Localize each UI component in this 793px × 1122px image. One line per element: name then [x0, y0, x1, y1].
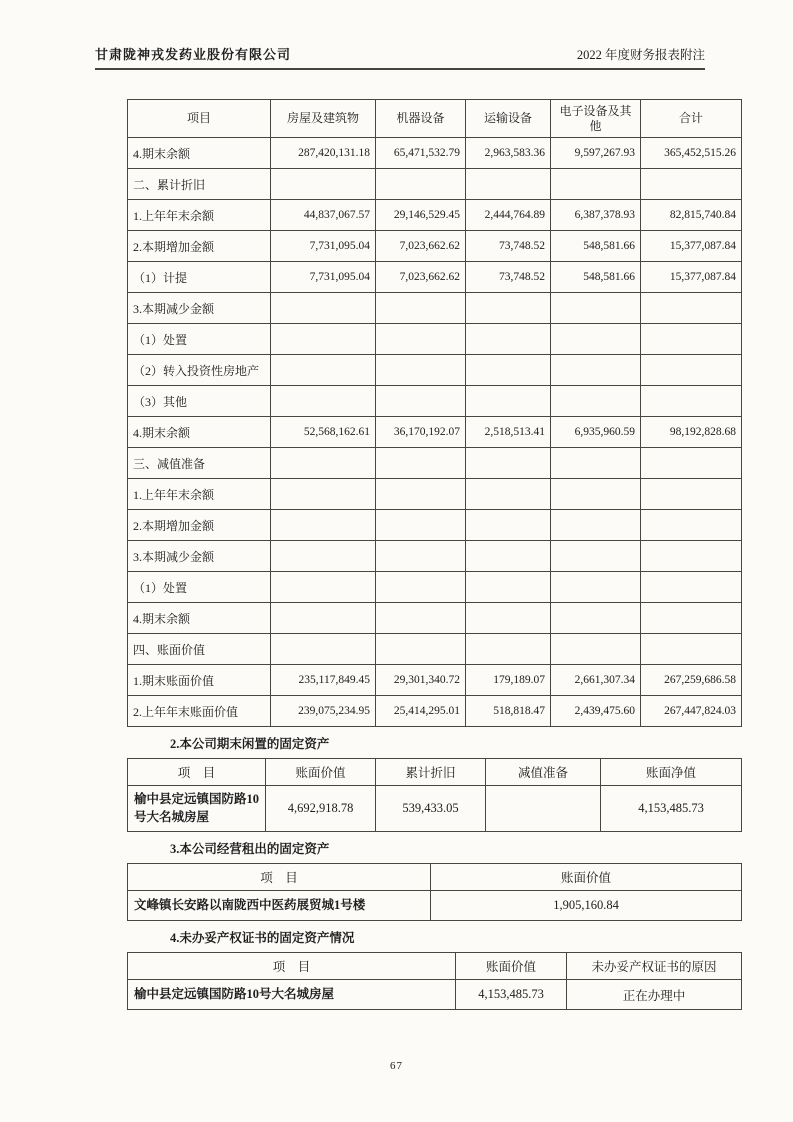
- amount-cell: 179,189.07: [466, 665, 551, 696]
- column-header-impairment: 减值准备: [486, 759, 601, 786]
- amount-cell: [466, 479, 551, 510]
- amount-cell: [271, 572, 376, 603]
- report-title: 2022 年度财务报表附注: [576, 48, 705, 62]
- amount-cell: 7,731,095.04: [271, 231, 376, 262]
- column-header-buildings: 房屋及建筑物: [271, 100, 376, 138]
- asset-item: 榆中县定远镇国防路10号大名城房屋: [128, 980, 456, 1010]
- table-row: [128, 980, 742, 1010]
- table-row: [128, 138, 742, 169]
- amount-cell: 518,818.47: [466, 696, 551, 727]
- table-row: [128, 262, 742, 293]
- row-label: （1）处置: [128, 324, 271, 355]
- row-label: 四、账面价值: [128, 634, 271, 665]
- amount-cell: [641, 541, 742, 572]
- amount-cell: [271, 293, 376, 324]
- amount-cell: 365,452,515.26: [641, 138, 742, 169]
- amount-cell: 2,661,307.34: [551, 665, 641, 696]
- amount-cell: 52,568,162.61: [271, 417, 376, 448]
- header-row: [128, 953, 742, 980]
- table-row: [128, 665, 742, 696]
- column-header-book-value: 账面价值: [456, 953, 567, 980]
- amount-cell: [376, 448, 466, 479]
- amount-cell: 82,815,740.84: [641, 200, 742, 231]
- amount-cell: [551, 572, 641, 603]
- amount-cell: 548,581.66: [551, 262, 641, 293]
- amount-cell: [466, 572, 551, 603]
- column-header-total: 合计: [641, 100, 742, 138]
- amount-cell: 25,414,295.01: [376, 696, 466, 727]
- table-row: [128, 231, 742, 262]
- row-label: 2.本期增加金额: [128, 510, 271, 541]
- column-header-net-value: 账面净值: [601, 759, 742, 786]
- amount-cell: 287,420,131.18: [271, 138, 376, 169]
- amount-cell: [466, 634, 551, 665]
- amount-cell: [376, 293, 466, 324]
- amount-cell: 267,259,686.58: [641, 665, 742, 696]
- column-header-electronics: 电子设备及其他: [551, 100, 641, 138]
- table-row: [128, 169, 742, 200]
- amount-cell: [641, 324, 742, 355]
- table-row: [128, 510, 742, 541]
- row-label: 4.期末余额: [128, 603, 271, 634]
- row-label: （2）转入投资性房地产: [128, 355, 271, 386]
- amount-cell: [641, 479, 742, 510]
- amount-cell: [551, 479, 641, 510]
- table-row: [128, 479, 742, 510]
- column-header-item: 项目: [128, 100, 271, 138]
- amount-cell: [551, 169, 641, 200]
- page-number: 67: [390, 1060, 403, 1072]
- leased-out-assets-table: [127, 863, 742, 921]
- amount-cell: [271, 355, 376, 386]
- table-row: [128, 417, 742, 448]
- amount-cell: 7,023,662.62: [376, 262, 466, 293]
- amount-cell: [486, 786, 601, 832]
- amount-cell: [466, 386, 551, 417]
- amount-cell: 4,692,918.78: [266, 786, 376, 832]
- asset-item: 文峰镇长安路以南陇西中医药展贸城1号楼: [128, 891, 431, 921]
- column-header-book-value: 账面价值: [266, 759, 376, 786]
- section-heading-no-certificate: 4.未办妥产权证书的固定资产情况: [170, 931, 355, 945]
- amount-cell: 2,444,764.89: [466, 200, 551, 231]
- amount-cell: 44,837,067.57: [271, 200, 376, 231]
- amount-cell: [551, 324, 641, 355]
- row-label: （1）计提: [128, 262, 271, 293]
- amount-cell: [376, 541, 466, 572]
- amount-cell: [271, 169, 376, 200]
- amount-cell: 2,518,513.41: [466, 417, 551, 448]
- amount-cell: [551, 293, 641, 324]
- amount-cell: 235,117,849.45: [271, 665, 376, 696]
- table-row: [128, 786, 742, 832]
- amount-cell: [641, 293, 742, 324]
- row-label: （1）处置: [128, 572, 271, 603]
- amount-cell: 9,597,267.93: [551, 138, 641, 169]
- row-label: （3）其他: [128, 386, 271, 417]
- amount-cell: [271, 603, 376, 634]
- amount-cell: 6,387,378.93: [551, 200, 641, 231]
- amount-cell: [376, 634, 466, 665]
- no-certificate-assets-table: [127, 952, 742, 1010]
- amount-cell: [641, 603, 742, 634]
- table-row: [128, 634, 742, 665]
- amount-cell: 98,192,828.68: [641, 417, 742, 448]
- amount-cell: [466, 541, 551, 572]
- amount-cell: [551, 510, 641, 541]
- amount-cell: [551, 603, 641, 634]
- amount-cell: [641, 386, 742, 417]
- row-label: 4.期末余额: [128, 417, 271, 448]
- amount-cell: [641, 355, 742, 386]
- amount-cell: 15,377,087.84: [641, 231, 742, 262]
- amount-cell: 4,153,485.73: [456, 980, 567, 1010]
- amount-cell: [376, 386, 466, 417]
- reason-cell: 正在办理中: [567, 980, 742, 1010]
- amount-cell: [466, 324, 551, 355]
- row-label: 2.上年年末账面价值: [128, 696, 271, 727]
- amount-cell: [376, 479, 466, 510]
- amount-cell: [466, 510, 551, 541]
- row-label: 4.期末余额: [128, 138, 271, 169]
- table-row: [128, 572, 742, 603]
- header-row: [128, 864, 742, 891]
- amount-cell: 267,447,824.03: [641, 696, 742, 727]
- amount-cell: [376, 603, 466, 634]
- column-header-machinery: 机器设备: [376, 100, 466, 138]
- row-label: 1.期末账面价值: [128, 665, 271, 696]
- table-row: [128, 603, 742, 634]
- table-row: [128, 200, 742, 231]
- table-row: [128, 324, 742, 355]
- amount-cell: [271, 510, 376, 541]
- page-header: [95, 44, 705, 70]
- amount-cell: [551, 541, 641, 572]
- amount-cell: [641, 572, 742, 603]
- row-label: 2.本期增加金额: [128, 231, 271, 262]
- table-row: [128, 448, 742, 479]
- amount-cell: 2,963,583.36: [466, 138, 551, 169]
- amount-cell: 73,748.52: [466, 262, 551, 293]
- amount-cell: 73,748.52: [466, 231, 551, 262]
- page-content: [127, 99, 741, 1010]
- amount-cell: [271, 324, 376, 355]
- amount-cell: [551, 448, 641, 479]
- amount-cell: 548,581.66: [551, 231, 641, 262]
- amount-cell: 4,153,485.73: [601, 786, 742, 832]
- row-label: 二、累计折旧: [128, 169, 271, 200]
- amount-cell: [376, 355, 466, 386]
- amount-cell: [376, 324, 466, 355]
- row-label: 3.本期减少金额: [128, 293, 271, 324]
- row-label: 1.上年年末余额: [128, 479, 271, 510]
- column-header-book-value: 账面价值: [431, 864, 742, 891]
- amount-cell: [641, 448, 742, 479]
- fixed-assets-movement-table: [127, 99, 742, 727]
- amount-cell: [376, 169, 466, 200]
- table-row: [128, 386, 742, 417]
- amount-cell: 539,433.05: [376, 786, 486, 832]
- amount-cell: [466, 355, 551, 386]
- amount-cell: 36,170,192.07: [376, 417, 466, 448]
- company-name: 甘肃陇神戎发药业股份有限公司: [95, 47, 292, 62]
- amount-cell: 6,935,960.59: [551, 417, 641, 448]
- table-row: [128, 293, 742, 324]
- header-row: [128, 100, 742, 138]
- row-label: 三、减值准备: [128, 448, 271, 479]
- table-row: [128, 891, 742, 921]
- row-label: 3.本期减少金额: [128, 541, 271, 572]
- amount-cell: 7,731,095.04: [271, 262, 376, 293]
- amount-cell: 7,023,662.62: [376, 231, 466, 262]
- amount-cell: [551, 386, 641, 417]
- column-header-item: 项 目: [128, 953, 456, 980]
- amount-cell: [551, 355, 641, 386]
- column-header-item: 项 目: [128, 759, 266, 786]
- column-header-transport: 运输设备: [466, 100, 551, 138]
- amount-cell: [641, 634, 742, 665]
- amount-cell: [271, 448, 376, 479]
- row-label: 1.上年年末余额: [128, 200, 271, 231]
- section-heading-idle-assets: 2.本公司期末闲置的固定资产: [170, 737, 330, 751]
- column-header-item: 项 目: [128, 864, 431, 891]
- amount-cell: 239,075,234.95: [271, 696, 376, 727]
- amount-cell: [466, 293, 551, 324]
- amount-cell: [466, 169, 551, 200]
- amount-cell: 2,439,475.60: [551, 696, 641, 727]
- amount-cell: 1,905,160.84: [431, 891, 742, 921]
- idle-assets-table: [127, 758, 742, 832]
- amount-cell: 65,471,532.79: [376, 138, 466, 169]
- table-row: [128, 696, 742, 727]
- asset-item: 榆中县定远镇国防路10号大名城房屋: [128, 786, 266, 832]
- amount-cell: [641, 169, 742, 200]
- table-row: [128, 541, 742, 572]
- column-header-accumulated-depreciation: 累计折旧: [376, 759, 486, 786]
- amount-cell: [466, 448, 551, 479]
- amount-cell: [376, 510, 466, 541]
- amount-cell: [271, 386, 376, 417]
- amount-cell: 29,301,340.72: [376, 665, 466, 696]
- amount-cell: [376, 572, 466, 603]
- amount-cell: 15,377,087.84: [641, 262, 742, 293]
- amount-cell: [551, 634, 641, 665]
- header-row: [128, 759, 742, 786]
- amount-cell: [466, 603, 551, 634]
- amount-cell: 29,146,529.45: [376, 200, 466, 231]
- column-header-reason: 未办妥产权证书的原因: [567, 953, 742, 980]
- amount-cell: [271, 634, 376, 665]
- amount-cell: [271, 479, 376, 510]
- amount-cell: [641, 510, 742, 541]
- amount-cell: [271, 541, 376, 572]
- section-heading-leased-out: 3.本公司经营租出的固定资产: [170, 842, 330, 856]
- table-row: [128, 355, 742, 386]
